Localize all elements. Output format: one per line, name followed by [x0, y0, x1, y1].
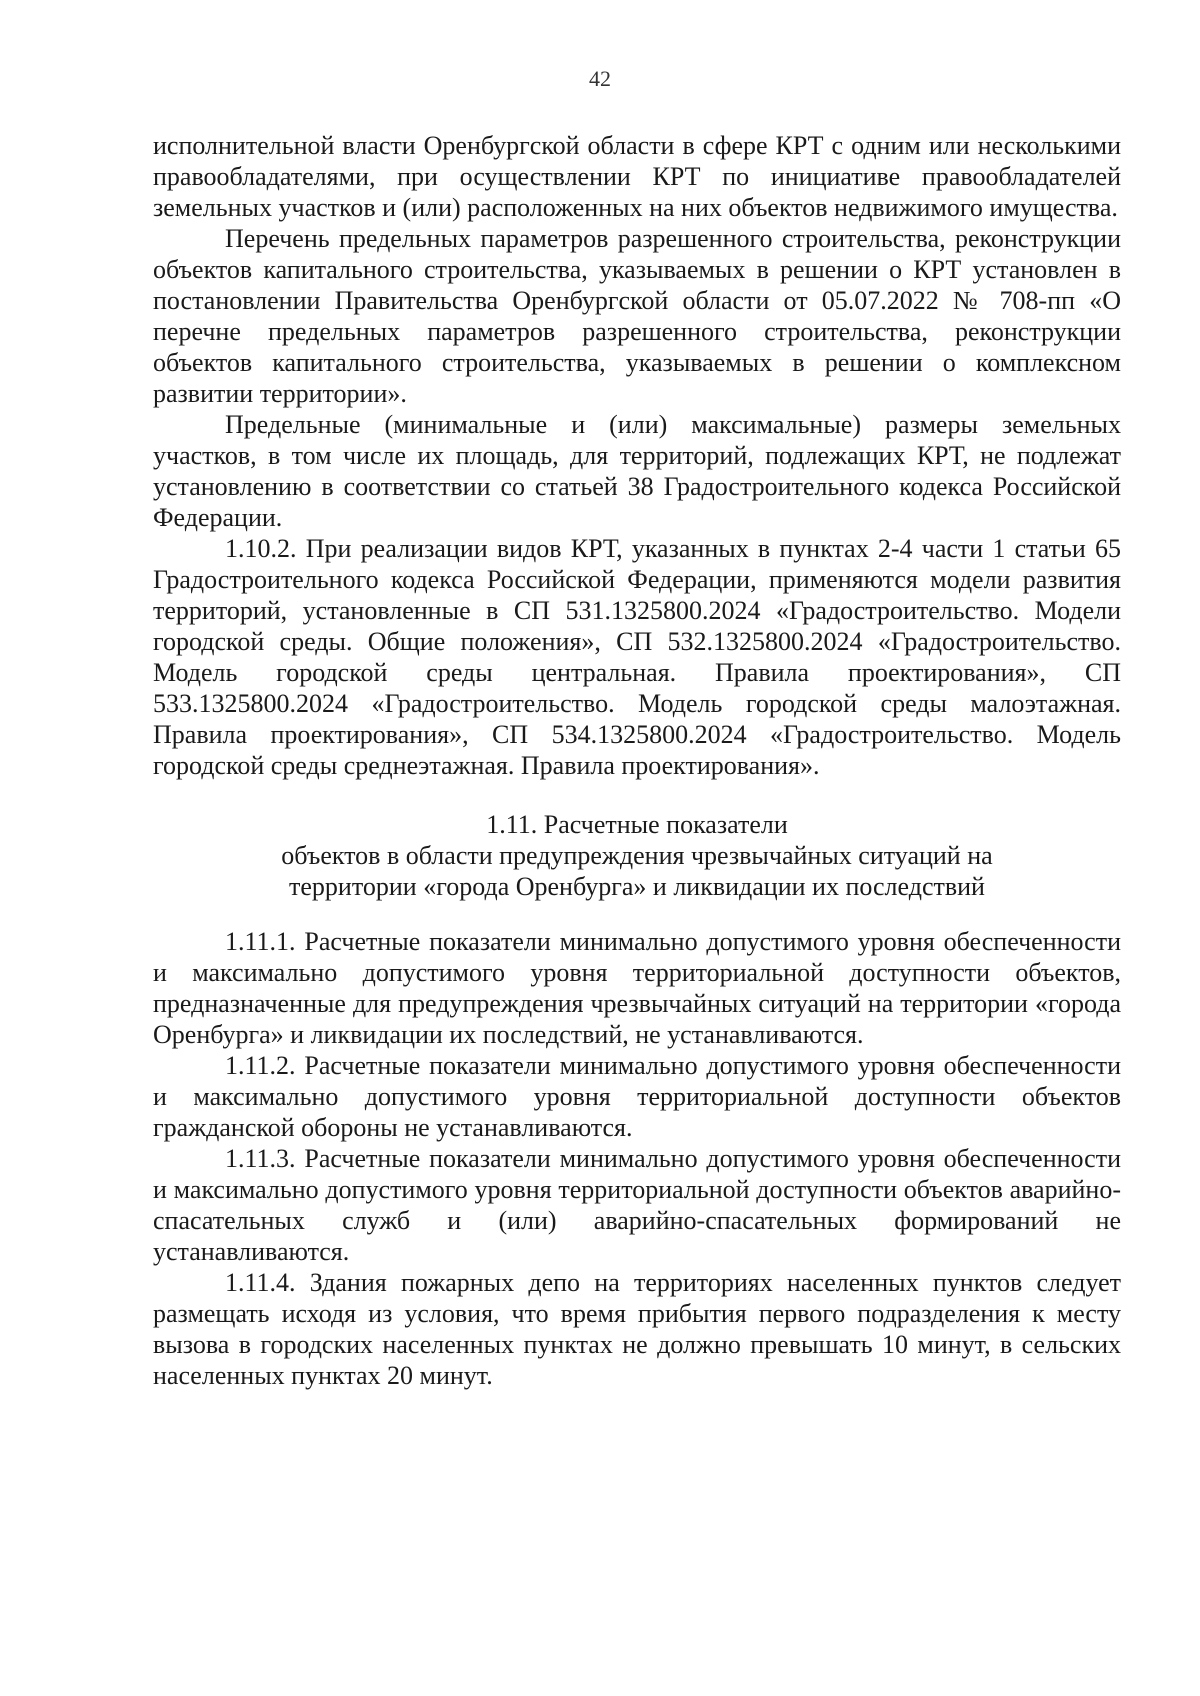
- paragraph-land-plot-sizes: Предельные (минимальные и (или) максимальные) размеры земельных участков, в том числе их площадь, для территорий, подлежащих КРТ, не подлежат установлению в соответствии со статьей 38 Градостроительного кодекса Российской Федерации.: [153, 410, 1121, 532]
- paragraph-1-10-2: 1.10.2. При реализации видов КРТ, указанных в пунктах 2-4 части 1 статьи 65 Градостроительного кодекса Российской Федерации, применяются модели развития территорий, установленные в СП 531.1325800.2024 «Градостроительство. Модели городской среды. Общие положения», СП 532.1325800.2024 «Градостроительство. Модель городской среды центральная. Правила проектирования», СП 533.1325800.2024 «Градостроительство. Модель городской среды малоэтажная. Правила проектирования», СП 534.1325800.2024 «Градостроительство. Модель городской среды среднеэтажная. Правила проектирования».: [153, 534, 1121, 780]
- section-heading-line-2: объектов в области предупреждения чрезвычайных ситуаций на: [281, 841, 993, 870]
- page-number: 42: [589, 66, 611, 91]
- section-heading-1-11: [153, 809, 1121, 902]
- section-heading-line-1: 1.11. Расчетные показатели: [486, 810, 788, 839]
- paragraph-1-11-3: 1.11.3. Расчетные показатели минимально допустимого уровня обеспеченности и максимально допустимого уровня территориальной доступности объектов аварийно-спасательных служб и (или) аварийно-спасательных формирований не устанавливаются.: [153, 1144, 1121, 1266]
- paragraph-1-11-4: 1.11.4. Здания пожарных депо на территориях населенных пунктов следует размещать исходя из условия, что время прибытия первого подразделения к месту вызова в городских населенных пунктах не должно превышать 10 минут, в сельских населенных пунктах 20 минут.: [153, 1268, 1121, 1390]
- document-body: [153, 130, 1121, 1391]
- paragraph-parameters-list: Перечень предельных параметров разрешенного строительства, реконструкции объектов капитального строительства, указываемых в решении о КРТ установлен в постановлении Правительства Оренбургской области от 05.07.2022 № 708-пп «О перечне предельных параметров разрешенного строительства, реконструкции объектов капитального строительства, указываемых в решении о комплексном развитии территории».: [153, 224, 1121, 408]
- section-heading-line-3: территории «города Оренбурга» и ликвидации их последствий: [289, 872, 985, 901]
- paragraph-1-11-2: 1.11.2. Расчетные показатели минимально допустимого уровня обеспеченности и максимально допустимого уровня территориальной доступности объектов гражданской обороны не устанавливаются.: [153, 1051, 1121, 1142]
- paragraph-1-11-1: 1.11.1. Расчетные показатели минимально допустимого уровня обеспеченности и максимально допустимого уровня территориальной доступности объектов, предназначенные для предупреждения чрезвычайных ситуаций на территории «города Оренбурга» и ликвидации их последствий, не устанавливаются.: [153, 927, 1121, 1049]
- paragraph-continuation: исполнительной власти Оренбургской области в сфере КРТ с одним или несколькими правообладателями, при осуществлении КРТ по инициативе правообладателей земельных участков и (или) расположенных на них объектов недвижимого имущества.: [153, 131, 1121, 222]
